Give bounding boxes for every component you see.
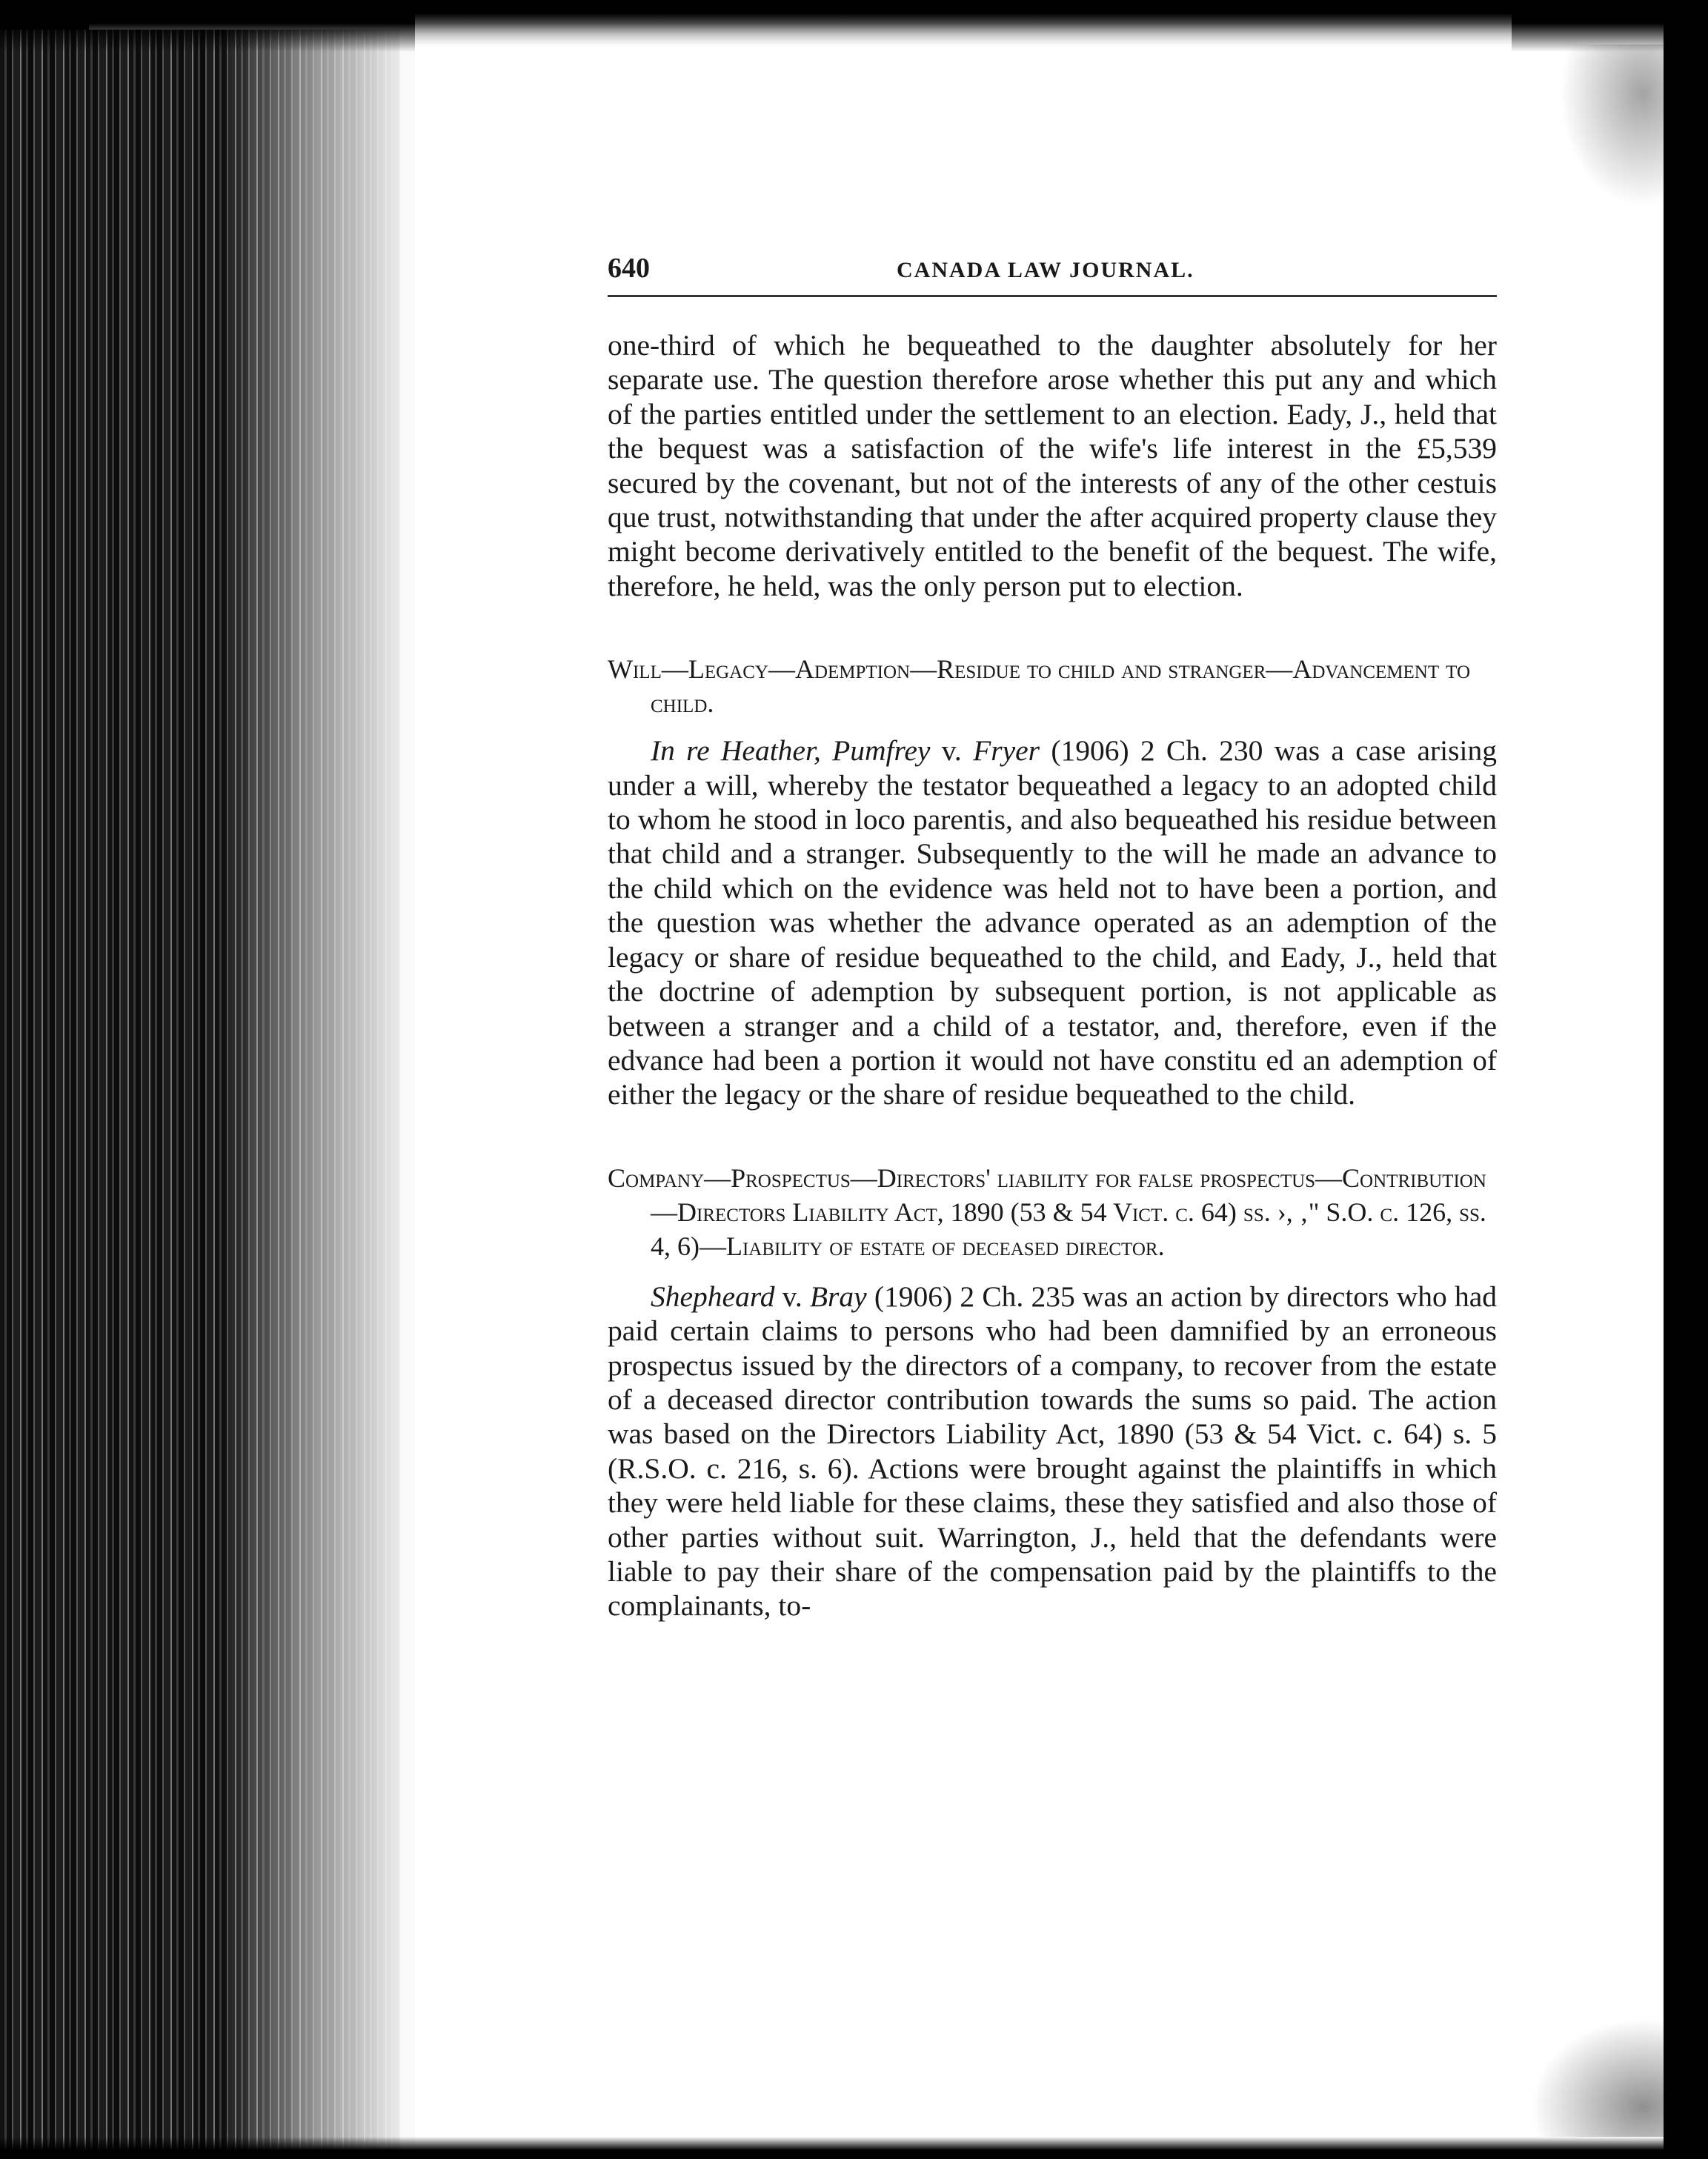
case-name-part-2: Fryer: [973, 734, 1040, 768]
section-heading-will-legacy: Will—Legacy—Ademption—Residue to child and stranger—Advancement to child.: [608, 654, 1471, 719]
case-versus: v.: [774, 1280, 810, 1313]
scan-smudge-bottom-right: [1530, 2018, 1664, 2137]
paragraph-heather-case: [608, 733, 1497, 1111]
scan-smudge-top-right: [1560, 44, 1664, 207]
case-name-part-1: In re Heather, Pumfrey: [651, 734, 931, 768]
case-name-part-1: Shepheard: [651, 1280, 775, 1313]
paragraph-shepheard-case: [608, 1280, 1497, 1623]
case-versus: v.: [930, 734, 974, 768]
page-number: 640: [608, 253, 650, 284]
scan-top-edge-fade: [415, 13, 1512, 58]
case-body: (1906) 2 Ch. 230 was a case arising under a will, whereby the testator bequeathed a legacy to an adopted child to whom he stood in loco parentis, and also bequeathed his residue between that child and a stranger. Subsequently to the will he made an advance to the child which on the evidence was held not to have been a portion, and the question was whether the advance operated as an ademption of the legacy or share of residue bequeathed to the child, and Eady, J., held that the doctrine of ademption by subsequent portion, is not applicable as between a stranger and a child of a testator, and, therefore, even if the edvance had been a portion it would not have constitu ed an ademption of either the legacy or the share of residue bequeathed to the child.: [608, 734, 1497, 1111]
section-heading-company-prospectus: Company—Prospectus—Directors' liability for false prospectus—Contribution—Directors Liability Act, 1890 (53 & 54 Vict. c. 64) ss. ›, ‚" S.O. c. 126, ss. 4, 6)—Liability of estate of deceased director.: [608, 1162, 1486, 1261]
paragraph-continued: one-third of which he bequeathed to the daughter absolutely for her separate use. The question therefore arose whether this put any and which of the parties entitled under the settlement to an election. Eady, J., held that the bequest was a satisfaction of the wife's life interest in the £5,539 secured by the covenant, but not of the interests of any of the other cestuis que trust, notwithstanding that under the after acquired property clause they might become derivatively entitled to the benefit of the bequest. The wife, therefore, he held, was the only person put to election.: [608, 329, 1497, 602]
journal-page: [608, 252, 1497, 1623]
scan-spine-fade: [222, 30, 415, 2159]
scan-right-edge: [1664, 0, 1708, 2159]
running-head: [608, 252, 1497, 297]
journal-title: CANADA LAW JOURNAL.: [897, 258, 1194, 282]
scan-bottom-edge: [0, 2137, 1708, 2159]
case-name-part-2: Bray: [809, 1280, 867, 1313]
case-body: (1906) 2 Ch. 235 was an action by directors who had paid certain claims to persons who had been damnified by an erroneous prospectus issued by the directors of a company, to recover from the estate of a deceased director contribution towards the sums so paid. The action was based on the Directors Liability Act, 1890 (53 & 54 Vict. c. 64) s. 5 (R.S.O. c. 216, s. 6). Actions were brought against the plaintiffs in which they were held liable for these claims, these they satisfied and also those of other parties without suit. Warrington, J., held that the defendants were liable to pay their share of the compensation paid by the plaintiffs to the complainants, to-: [608, 1280, 1497, 1623]
